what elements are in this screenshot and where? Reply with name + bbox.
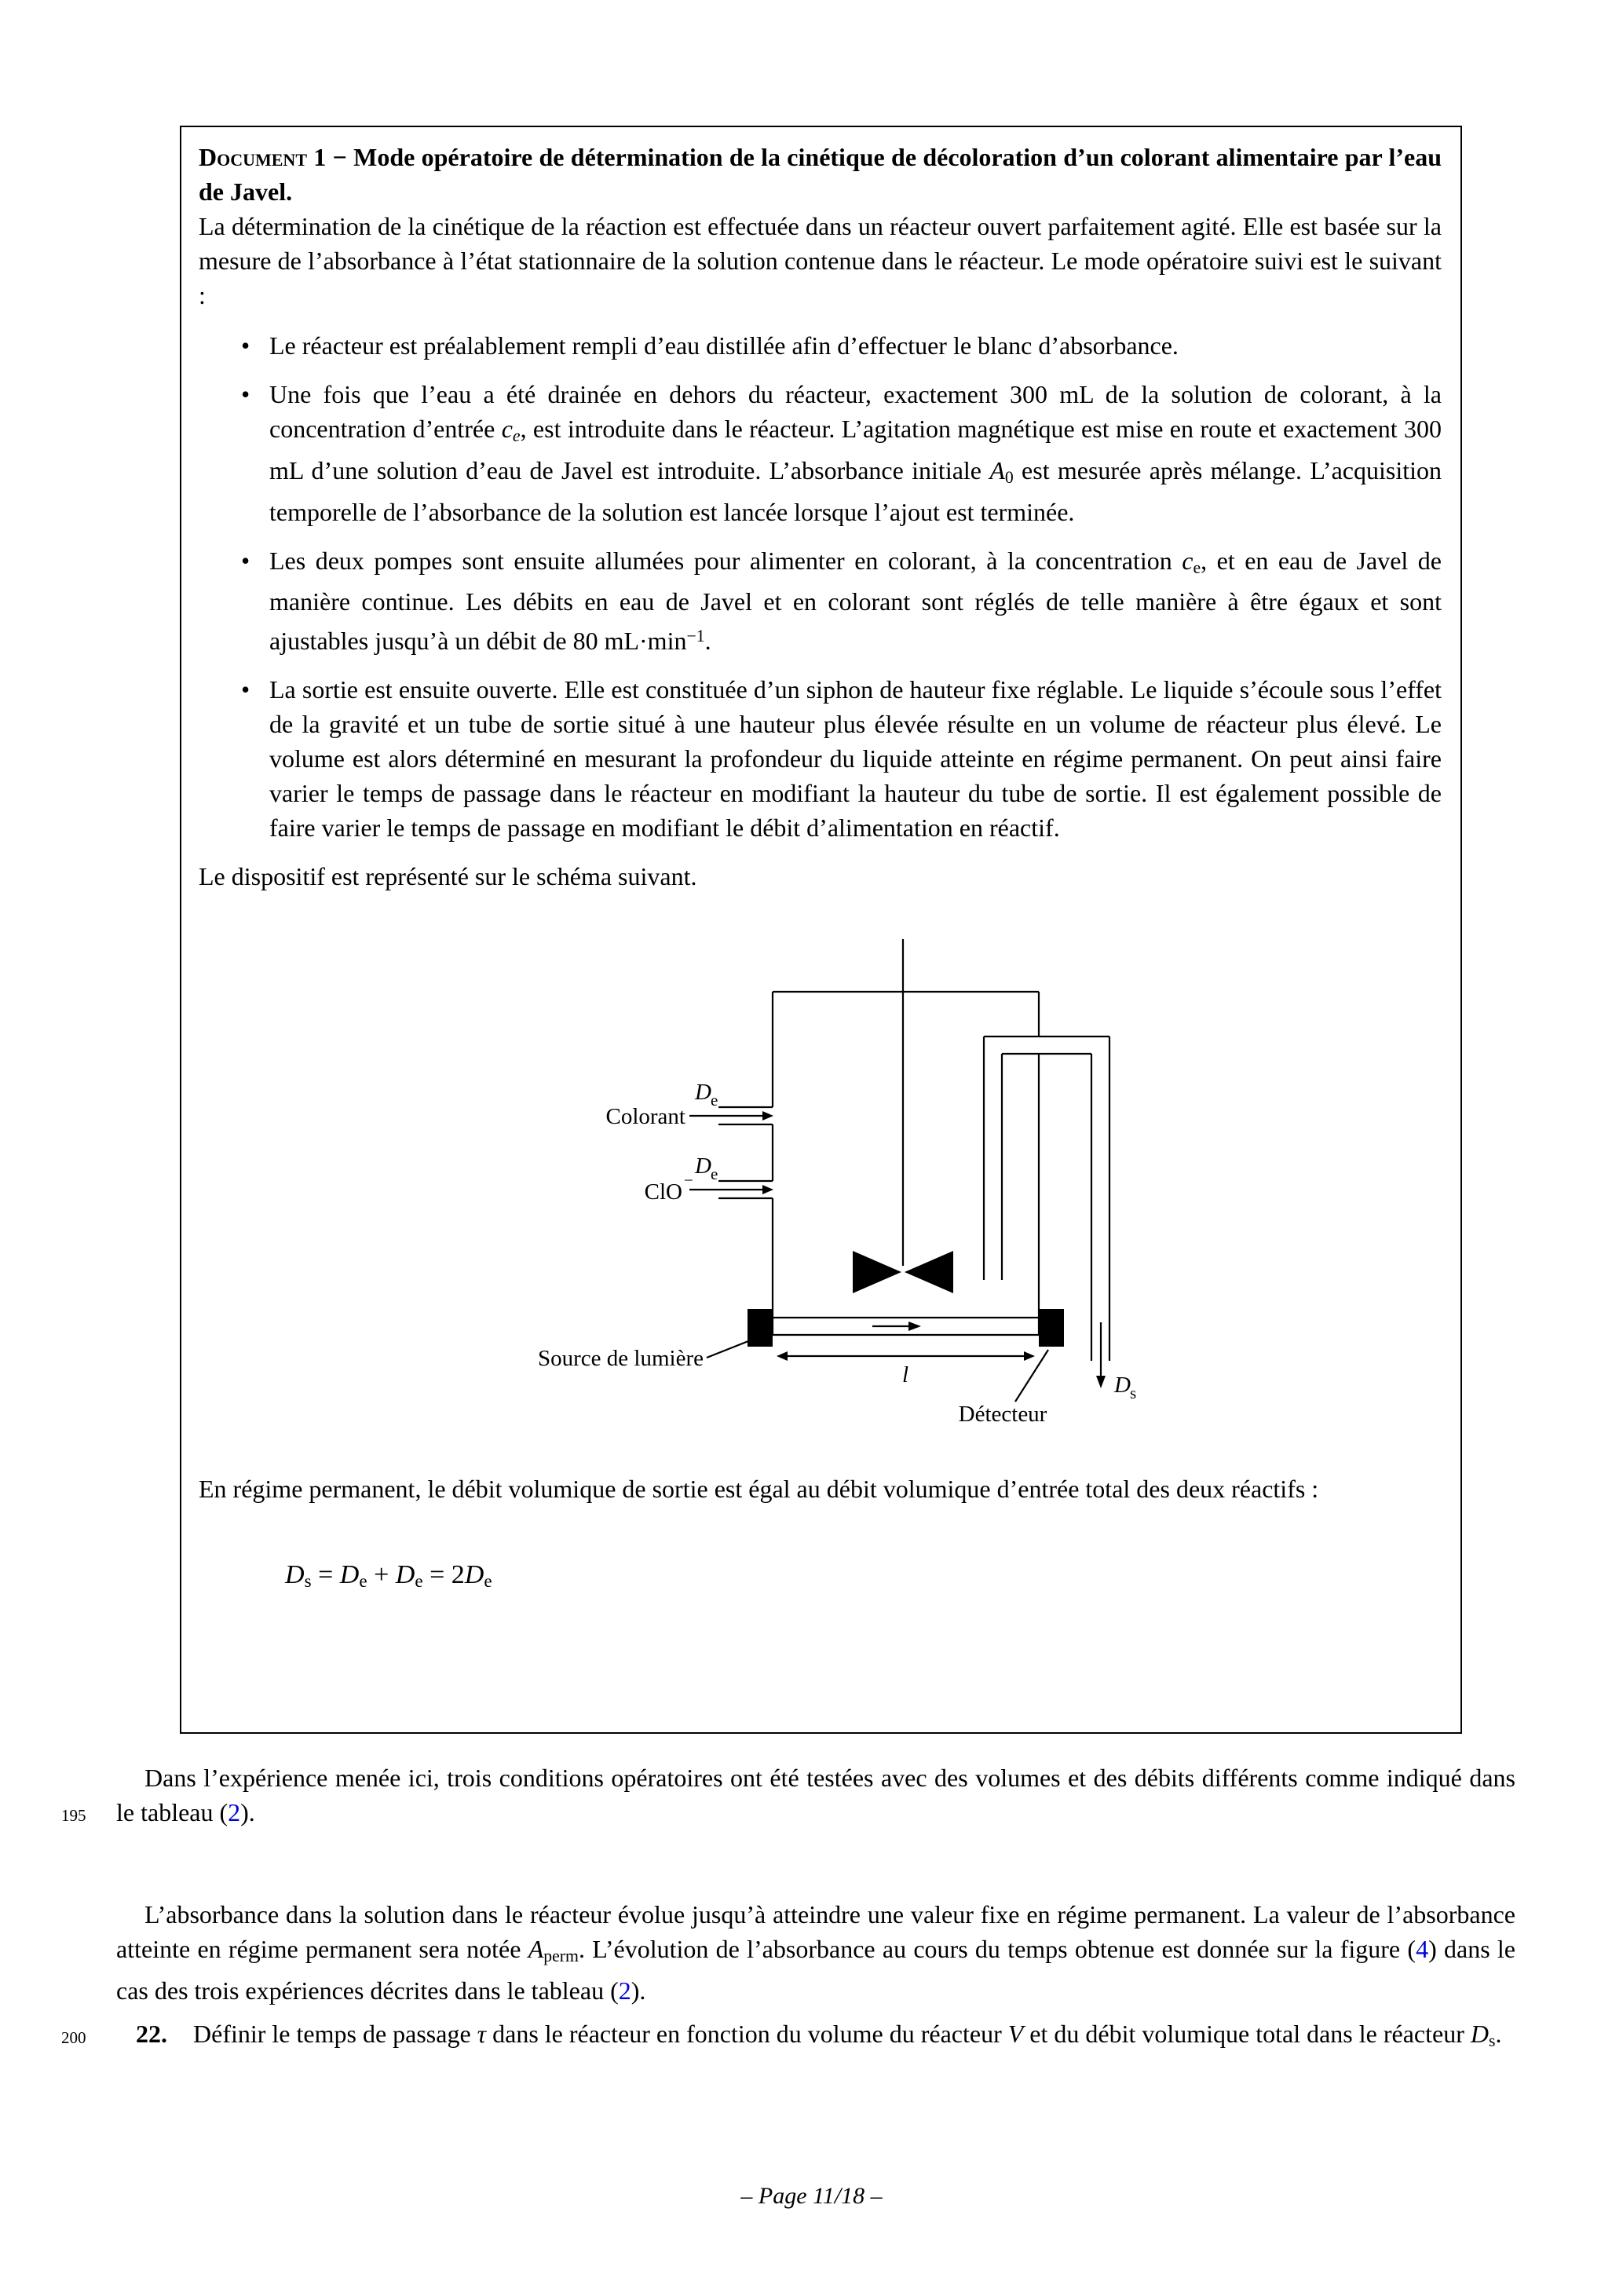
text-segment: c bbox=[1182, 546, 1193, 575]
colorant-label: Colorant bbox=[605, 1104, 685, 1130]
reactor-schematic-svg bbox=[497, 933, 1157, 1435]
text-segment: D bbox=[339, 1560, 360, 1590]
colorant-inlet bbox=[689, 1107, 773, 1124]
svg-text:e: e bbox=[711, 1091, 718, 1110]
experiment-paragraph bbox=[116, 1760, 1515, 1830]
text-segment: ) dans le cas des trois expériences décrites dans le tableau ( bbox=[116, 1935, 1516, 2005]
line-number-200: 200 bbox=[61, 2028, 86, 2047]
text-segment: e bbox=[359, 1571, 367, 1592]
list-item bbox=[199, 377, 1442, 529]
text-segment: ). bbox=[240, 1798, 255, 1826]
bullet-text bbox=[269, 543, 1442, 659]
text-segment: s bbox=[304, 1571, 312, 1592]
document-1-box bbox=[180, 126, 1462, 1734]
question-text bbox=[193, 2016, 1515, 2058]
text-segment: En régime permanent, le débit volumique de sortie est égal au débit volumique d’entrée total des deux réactifs : bbox=[199, 1475, 1319, 1504]
source-label-connector bbox=[707, 1341, 748, 1358]
text-segment: + bbox=[367, 1560, 396, 1590]
svg-text:D: D bbox=[695, 1080, 711, 1106]
reference-link[interactable]: 4 bbox=[1416, 1935, 1429, 1963]
text-segment: Document 1 bbox=[199, 143, 327, 171]
text-segment: e bbox=[512, 426, 521, 445]
text-segment: et du débit volumique total dans le réacteur bbox=[1023, 2020, 1471, 2048]
reactor-vessel bbox=[773, 992, 1039, 1335]
light-source-block bbox=[748, 1309, 773, 1347]
text-segment: e bbox=[1193, 558, 1201, 577]
text-segment: = 2 bbox=[422, 1560, 465, 1590]
path-length-label: l bbox=[901, 1362, 909, 1388]
text-segment: . bbox=[704, 627, 711, 656]
procedure-list bbox=[199, 328, 1442, 845]
text-segment: D bbox=[1470, 2020, 1489, 2048]
question-number: 22. bbox=[136, 2020, 167, 2048]
text-segment: , et en eau de Javel de manière continue. Les débits en eau de Javel et en colorant sont réglés de telle manière à être égaux et sont ajustables jusqu’à un débit de 80 mL·min bbox=[269, 546, 1442, 656]
bullet-icon: • bbox=[241, 380, 250, 408]
reference-link[interactable]: 2 bbox=[618, 1976, 631, 2005]
text-segment: . L’évolution de l’absorbance au cours du temps obtenue est donnée sur la figure ( bbox=[578, 1935, 1416, 1963]
text-segment: D bbox=[395, 1560, 415, 1590]
line-number-195: 195 bbox=[61, 1806, 86, 1825]
text-segment: −1 bbox=[686, 627, 705, 646]
text-segment: ). bbox=[631, 1976, 646, 2005]
text-segment: perm bbox=[543, 1946, 579, 1965]
text-segment: dans le réacteur en fonction du volume du réacteur bbox=[486, 2020, 1008, 2048]
hypochlorite-inlet bbox=[689, 1181, 773, 1198]
detector-block bbox=[1039, 1309, 1064, 1347]
absorbance-paragraph bbox=[116, 1897, 1515, 2008]
svg-text:D: D bbox=[695, 1153, 711, 1179]
text-segment: e bbox=[484, 1571, 492, 1592]
detector-label-connector bbox=[1015, 1350, 1048, 1402]
text-segment: D bbox=[464, 1560, 484, 1590]
text-segment: Définir le temps de passage bbox=[193, 2020, 477, 2048]
flow-balance-equation bbox=[285, 1558, 1442, 1599]
svg-text:s: s bbox=[1130, 1384, 1137, 1403]
bullet-icon: • bbox=[241, 675, 250, 704]
bullet-text bbox=[269, 377, 1442, 529]
text-segment: A bbox=[528, 1935, 544, 1963]
text-segment: τ bbox=[477, 2020, 487, 2048]
dispositif-paragraph bbox=[199, 859, 1442, 894]
text-segment: Une fois que l’eau a été drainée en dehors du réacteur, exactement 300 mL de la solution de colorant, à la concentration d’entrée bbox=[269, 380, 1442, 443]
text-segment: s bbox=[1488, 2031, 1496, 2050]
text-segment: Dans l’expérience menée ici, trois conditions opératoires ont été testées avec des volumes et des débits différents comme indiqué dans le tableau ( bbox=[116, 1764, 1515, 1826]
hypochlorite-charge-label: − bbox=[684, 1171, 693, 1190]
text-segment: c bbox=[501, 415, 513, 443]
reactor-schematic bbox=[497, 933, 1157, 1435]
outlet-flow-arrow bbox=[1096, 1322, 1106, 1388]
bullet-icon: • bbox=[241, 331, 250, 360]
ds-flow-label bbox=[1113, 1373, 1136, 1402]
detector-label: Détecteur bbox=[958, 1402, 1047, 1428]
text-segment: L’absorbance dans la solution dans le réacteur évolue jusqu’à atteindre une valeur fixe en régime permanent. La valeur de l’absorbance atteinte en régime permanent sera notée bbox=[116, 1900, 1515, 1963]
bullet-icon: • bbox=[241, 546, 250, 575]
question-22 bbox=[116, 2016, 1515, 2058]
text-segment: A bbox=[989, 455, 1005, 484]
text-segment: Le réacteur est préalablement rempli d’eau distillée afin d’effectuer le blanc d’absorbance. bbox=[269, 331, 1179, 360]
beam-flow-arrow bbox=[872, 1322, 921, 1331]
path-length-arrow bbox=[777, 1351, 1035, 1361]
de-flow-label-hypochlorite bbox=[694, 1153, 718, 1183]
text-segment: Les deux pompes sont ensuite allumées pour alimenter en colorant, à la concentration bbox=[269, 546, 1183, 575]
light-source-label: Source de lumière bbox=[538, 1346, 704, 1372]
regime-paragraph bbox=[199, 1472, 1442, 1506]
list-item bbox=[199, 672, 1442, 845]
page-footer: – Page 11/18 – bbox=[740, 2183, 883, 2209]
list-item bbox=[199, 543, 1442, 659]
text-segment: = bbox=[311, 1560, 340, 1590]
text-segment: . bbox=[1495, 2020, 1502, 2048]
list-item bbox=[199, 328, 1442, 363]
text-segment: D bbox=[285, 1560, 305, 1590]
text-segment: Le dispositif est représenté sur le schéma suivant. bbox=[199, 862, 697, 891]
svg-text:D: D bbox=[1114, 1373, 1131, 1398]
text-segment: La détermination de la cinétique de la réaction est effectuée dans un réacteur ouvert parfaitement agité. Elle est basée sur la mesure de l’absorbance à l’état stationnaire de la solution contenue dans le réacteur. Le mode opératoire suivi est le suivant : bbox=[199, 212, 1442, 309]
intro-paragraph bbox=[199, 209, 1442, 313]
document-title bbox=[199, 140, 1442, 209]
bullet-text bbox=[269, 328, 1442, 363]
text-segment: , est introduite dans le réacteur. L’agitation magnétique est mise en route et exactement 300 mL d’une solution d’eau de Javel est introduite. L’absorbance initiale bbox=[269, 415, 1442, 484]
text-segment: V bbox=[1007, 2020, 1024, 2048]
text-segment: La sortie est ensuite ouverte. Elle est constituée d’un siphon de hauteur fixe réglable. Le liquide s’écoule sous l’effet de la gravité et un tube de sortie situé à une hauteur plus élevée résulte en un volume de réacteur plus élevé. Le volume est alors déterminé en mesurant la profondeur du liquide atteinte en régime permanent. On peut ainsi faire varier le temps de passage dans le réacteur en modifiant la hauteur du tube de sortie. Il est également possible de faire varier le temps de passage en modifiant le débit d’alimentation en réactif. bbox=[269, 675, 1442, 843]
text-segment: − Mode opératoire de détermination de la cinétique de décoloration d’un colorant alimentaire par l’eau de Javel. bbox=[199, 143, 1442, 206]
text-segment: 0 bbox=[1004, 467, 1014, 487]
hypochlorite-label: ClO bbox=[644, 1179, 682, 1205]
svg-text:e: e bbox=[711, 1164, 718, 1184]
de-flow-label-colorant bbox=[694, 1080, 718, 1110]
bullet-text bbox=[269, 672, 1442, 845]
text-segment: e bbox=[415, 1571, 423, 1592]
text-segment: est mesurée après mélange. L’acquisition temporelle de l’absorbance de la solution est lancée lorsque l’ajout est terminée. bbox=[269, 455, 1442, 526]
reference-link[interactable]: 2 bbox=[228, 1798, 241, 1826]
